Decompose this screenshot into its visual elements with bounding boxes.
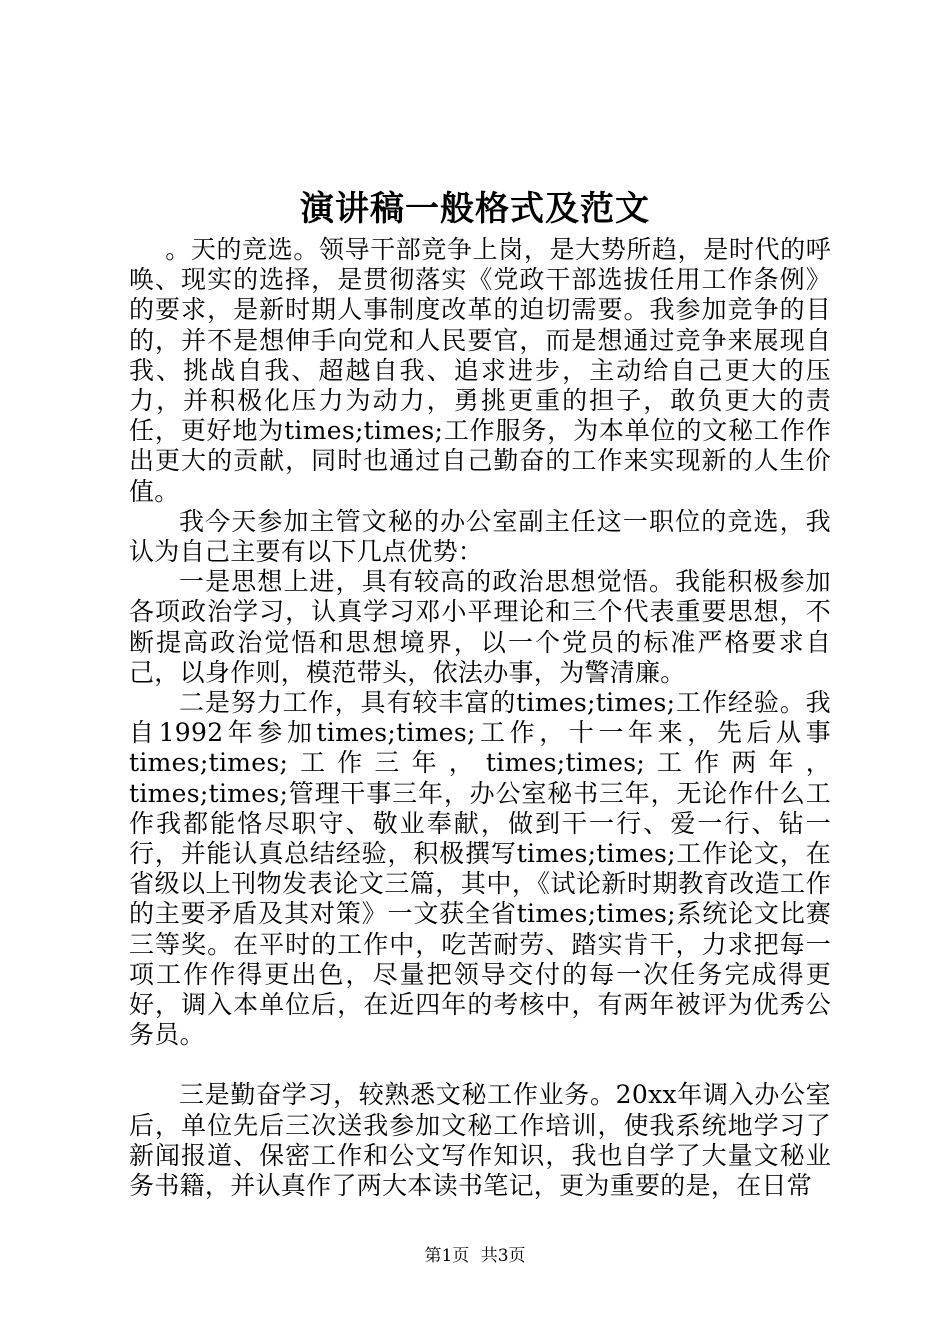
paragraph-advantage-three: 三是勤奋学习，较熟悉文秘工作业务。20xx年调入办公室后，单位先后三次送我参加文秘工作培训，使我系统地学习了新闻报道、保密工作和公文写作知识，我也自学了大量文秘业务书籍，并认真作了两大本读书笔记，更为重要的是，在日常 [129,1080,831,1201]
paragraph-advantages-intro: 我今天参加主管文秘的办公室副主任这一职位的竞选，我认为自己主要有以下几点优势： [129,506,831,567]
paragraph-intro: 。天的竞选。领导干部竞争上岗，是大势所趋，是时代的呼唤、现实的选择，是贯彻落实《党政干部选拔任用工作条例》的要求，是新时期人事制度改革的迫切需要。我参加竞争的目的，并不是想伸手向党和人民要官，而是想通过竞争来展现自我、挑战自我、超越自我、追求进步，主动给自己更大的压力，并积极化压力为动力，勇挑更重的担子，敢负更大的责任，更好地为times;times;工作服务，为本单位的文秘工作作出更大的贡献，同时也通过自己勤奋的工作来实现新的人生价值。 [129,235,831,506]
document-title: 演讲稿一般格式及范文 [300,189,650,229]
page-number: 第1页 [424,1246,470,1266]
document-body [129,235,831,1201]
paragraph-advantage-two: 二是努力工作，具有较丰富的times;times;工作经验。我自1992年参加times;times;工作，十一年来，先后从事times;times;工作三年，times;times;工作两年，times;times;管理干事三年，办公室秘书三年，无论作什么工作我都能恪尽职守、敬业奉献，做到干一行、爱一行、钻一行，并能认真总结经验，积极撰写times;times;工作论文，在省级以上刊物发表论文三篇，其中，《试论新时期教育改造工作的主要矛盾及其对策》一文获全省times;times;系统论文比赛三等奖。在平时的工作中，吃苦耐劳、踏实肯干，力求把每一项工作作得更出色，尽量把领导交付的每一次任务完成得更好，调入本单位后，在近四年的考核中，有两年被评为优秀公务员。 [129,688,831,1050]
paragraph-advantage-one: 一是思想上进，具有较高的政治思想觉悟。我能积极参加各项政治学习，认真学习邓小平理论和三个代表重要思想，不断提高政治觉悟和思想境界，以一个党员的标准严格要求自己，以身作则，模范带头，依法办事，为警清廉。 [129,567,831,687]
page-total: 共3页 [480,1246,526,1266]
page-footer [0,1244,950,1268]
